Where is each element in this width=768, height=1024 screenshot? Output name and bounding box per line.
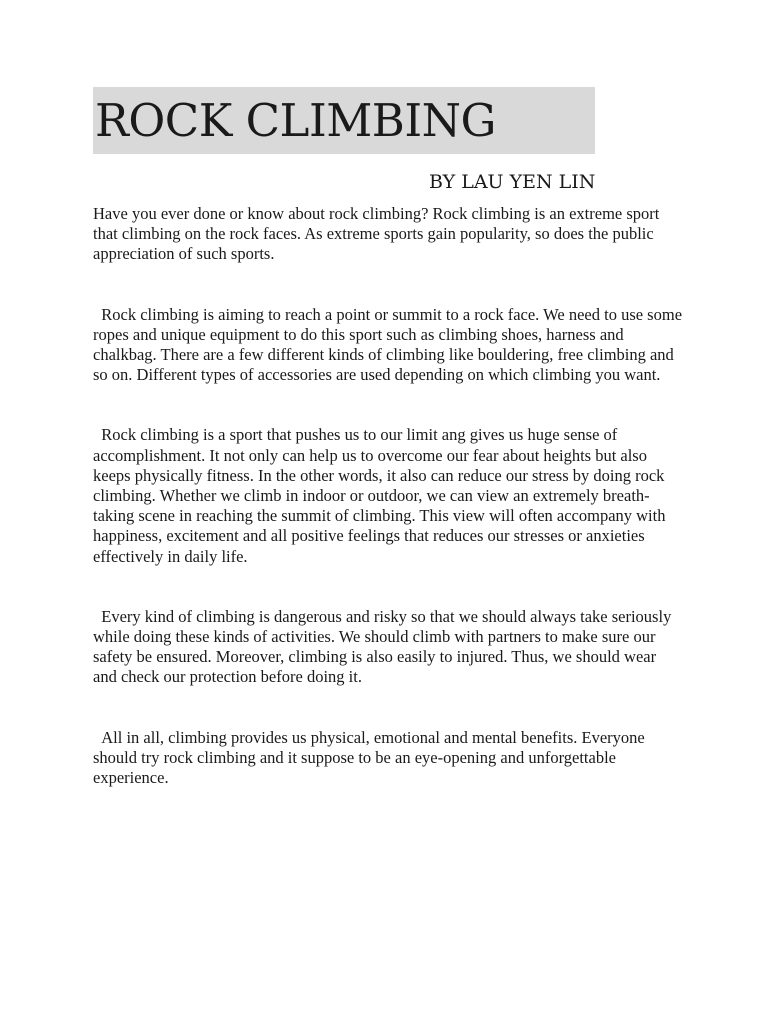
paragraph-equipment: Rock climbing is aiming to reach a point or summit to a rock face. We need to use some ropes and unique equipment to do this sport such as climbing shoes, harness and chalkbag. There are a few different kinds of climbing like bouldering, free climbing and so on. Different types of accessories are used depending on which climbing you want.: [93, 304, 687, 385]
paragraph-benefits: Rock climbing is a sport that pushes us to our limit ang gives us huge sense of accomplishment. It not only can help us to overcome our fear about heights but also keeps physically fitness. In the other words, it also can reduce our stress by doing rock climbing. Whether we climb in indoor or outdoor, we can view an extremely breath-taking scene in reaching the summit of climbing. This view will often accompany with happiness, excitement and all positive feelings that reduces our stresses or anxieties effectively in daily life.: [93, 425, 670, 566]
document-body: [93, 204, 687, 828]
document-author: BY LAU YEN LIN: [429, 171, 596, 193]
paragraph-conclusion: All in all, climbing provides us physical, emotional and mental benefits. Everyone should try rock climbing and it suppose to be an eye-opening and unforgettable experience.: [93, 727, 649, 788]
document-title: ROCK CLIMBING: [93, 87, 595, 154]
paragraph-intro: Have you ever done or know about rock climbing? Rock climbing is an extreme sport that climbing on the rock faces. As extreme sports gain popularity, so does the public appreciation of such sports.: [93, 204, 664, 264]
paragraph-safety: Every kind of climbing is dangerous and risky so that we should always take seriously while doing these kinds of activities. We should climb with partners to make sure our safety be ensured. Moreover, climbing is also easily to injured. Thus, we should wear and check our protection before doing it.: [93, 606, 676, 687]
